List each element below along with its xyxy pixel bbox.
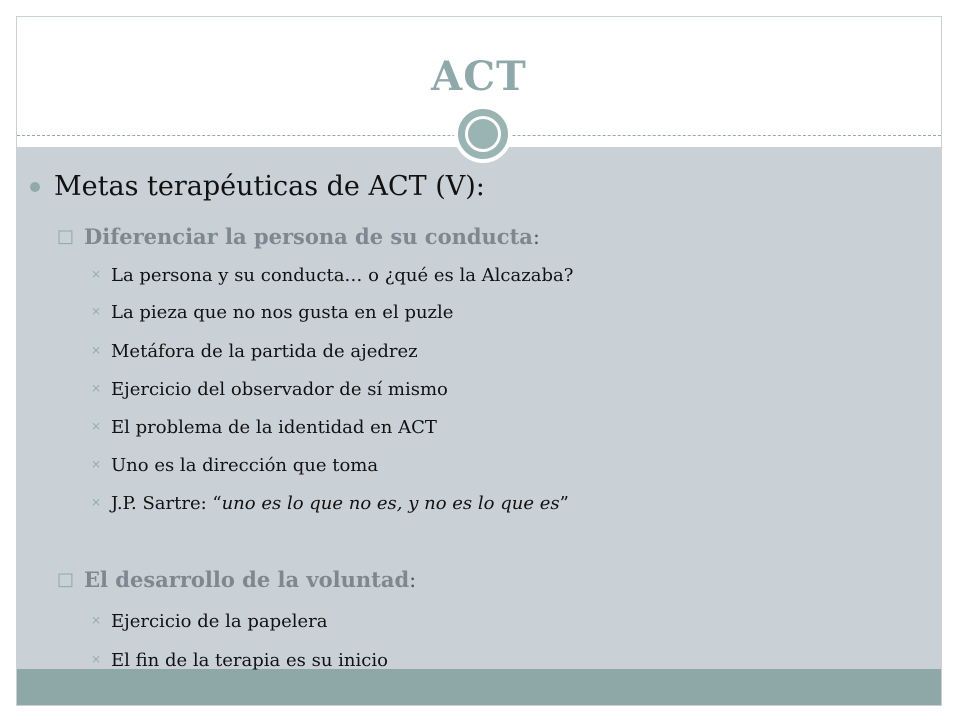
section-label: El desarrollo de la voluntad: xyxy=(84,567,417,592)
slide-title: ACT xyxy=(431,53,527,100)
circle-bullet-icon xyxy=(30,182,40,192)
sartre-line: J.P. Sartre: “uno es lo que no es, y no es lo que es” xyxy=(111,493,569,514)
cross-bullet-icon: ⨯ xyxy=(91,419,102,433)
footer-band xyxy=(17,669,941,705)
cross-bullet-icon: ⨯ xyxy=(91,381,102,395)
ring-ornament-icon xyxy=(454,105,512,163)
square-bullet-icon: □ xyxy=(57,569,75,590)
cross-bullet-icon: ⨯ xyxy=(91,267,102,281)
section-label: Diferenciar la persona de su conducta: xyxy=(84,224,540,249)
heading-text: Metas terapéuticas de ACT (V): xyxy=(54,171,485,202)
cross-bullet-icon: ⨯ xyxy=(91,304,102,318)
cross-bullet-icon: ⨯ xyxy=(91,652,102,666)
cross-bullet-icon: ⨯ xyxy=(91,457,102,471)
cross-bullet-icon: ⨯ xyxy=(91,613,102,627)
cross-bullet-icon: ⨯ xyxy=(91,495,102,509)
square-bullet-icon: □ xyxy=(57,226,75,247)
cross-bullet-icon: ⨯ xyxy=(91,343,102,357)
